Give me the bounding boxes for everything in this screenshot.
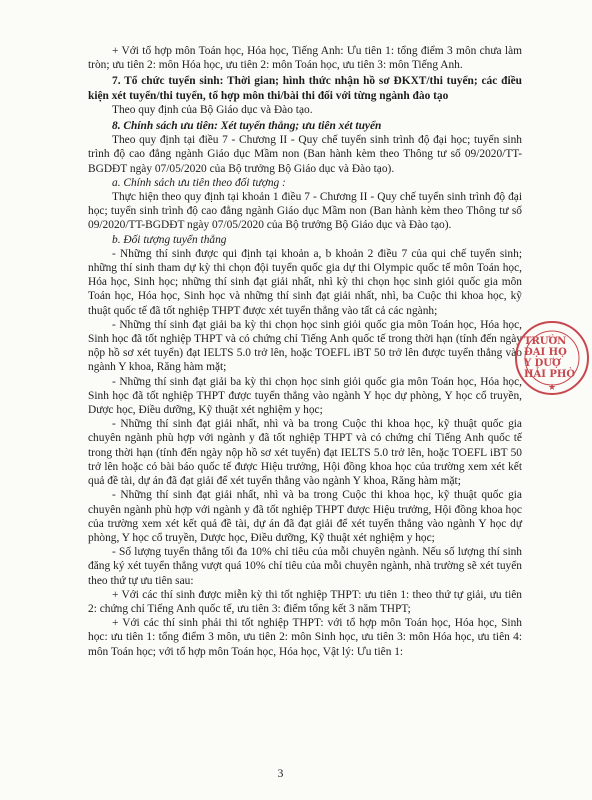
paragraph: b. Đối tượng tuyển thẳng [112,233,227,246]
paragraph: Theo quy định của Bộ Giáo dục và Đào tạo. [112,103,313,116]
paragraph: - Những thí sinh đạt giải nhất, nhì và ba trong Cuộc thi khoa học, kỹ thuật quốc gia chuyên ngành phù hợp với ngành y đã tốt nghiệp THPT và có chứng chỉ Tiếng Anh quốc tế trong thời hạn (tính đến ngày nộp hồ sơ xét tuyển) đạt IELTS 5.0 trở lên, hoặc TOEFL iBT 50 trở lên hoặc có bài báo quốc tế được Hiệu trưởng, Hội đồng khoa học của trường xem xét kết quả đề tài, dự án đã đạt giải để xét tuyển thẳng vào ngành Y khoa, Răng hàm mặt; [88,418,522,488]
seal-text-line: TRƯỜN [524,336,567,347]
paragraph: - Những thí sinh đạt giải ba kỳ thi chọn học sinh giỏi quốc gia môn Toán học, Hóa học, Sinh học đã tốt nghiệp THPT được tuyển thẳng vào ngành Y học dự phòng, Y học cổ truyền, Dược học, Điều dưỡng, Kỹ thuật xét nghiệm y học; [88,375,522,417]
paragraph: a. Chính sách ưu tiên theo đối tượng : [112,176,286,189]
document-body [88,44,522,659]
seal-icon [512,318,592,398]
seal-text-line: HẢI PHÒ [524,369,576,380]
paragraph: + Với các thí sinh phải thi tốt nghiệp THPT: với tổ hợp môn Toán học, Hóa học, Sinh học: ưu tiên 1: tổng điểm 3 môn, ưu tiên 2: môn Sinh học, ưu tiên 3: môn Hóa học, ưu tiên 4: môn Toán học; với tổ hợp môn Toán học, Hóa học, Vật lý: Ưu tiên 1: [88,617,522,658]
university-seal [512,318,592,398]
page-number: 3 [277,768,284,780]
paragraph: + Với các thí sinh được miễn kỳ thi tốt nghiệp THPT: ưu tiên 1: theo thứ tự giải, ưu tiên 2: chứng chỉ Tiếng Anh quốc tế, ưu tiên 3: điểm tổng kết 3 năm THPT; [88,588,522,615]
paragraph: - Số lượng tuyển thẳng tối đa 10% chỉ tiêu của mỗi chuyên ngành. Nếu số lượng thí sinh đăng ký xét tuyển thẳng vượt quá 10% chỉ tiêu của mỗi chuyên ngành, nhà trường sẽ xét tuyển theo thứ tự ưu tiên sau: [88,546,522,587]
paragraph: 7. Tổ chức tuyển sinh: Thời gian; hình thức nhận hồ sơ ĐKXT/thi tuyển; các điều kiện xét tuyển/thi tuyển, tổ hợp môn thi/bài thi đối với từng ngành đào tạo [88,75,522,102]
paragraph: + Với tổ hợp môn Toán học, Hóa học, Tiếng Anh: Ưu tiên 1: tổng điểm 3 môn chưa làm tròn; ưu tiên 2: môn Hóa học, ưu tiên 2: môn Toán học, ưu tiên 3: môn Tiếng Anh. [88,45,522,72]
paragraph: Theo quy định tại điều 7 - Chương II - Quy chế tuyển sinh trình độ đại học; tuyển sinh trình độ cao đẳng ngành Giáo dục Mầm non (Ban hành kèm theo Thông tư số 09/2020/TT-BGDĐT ngày 07/05/2020 của Bộ trưởng Bộ Giáo dục và Đào tạo). [88,134,522,175]
paragraph: - Những thí sinh đạt giải nhất, nhì và ba trong Cuộc thi khoa học, kỹ thuật quốc gia chuyên ngành phù hợp với ngành y đã tốt nghiệp THPT được Hiệu trưởng, Hội đồng khoa học của trường xem xét kết quả đề tài, dự án đã đạt giải để xét tuyển thẳng vào ngành Y học dự phòng, Y học cổ truyền, Dược học, Điều dưỡng, Kỹ thuật xét nghiệm y học; [88,489,522,544]
paragraph: - Những thí sinh được qui định tại khoản a, b khoản 2 điều 7 của qui chế tuyển sinh; những thí sinh tham dự kỳ thi chọn đội tuyển quốc gia dự thi Olympic quốc tế môn Toán học, Hóa học, Sinh học; những thí sinh đạt giải nhất, nhì kỳ thi chọn học sinh giỏi quốc gia môn Toán học, Hóa học, Sinh học và những thí sinh đạt giải nhất, nhì, ba Cuộc thi khoa học, kỹ thuật quốc tế đã tốt nghiệp THPT được xét tuyển thẳng vào tất cả các ngành; [88,247,522,317]
seal-text-line: ĐẠI HỌ [524,347,567,358]
paragraph: 8. Chính sách ưu tiên: Xét tuyển thẳng; ưu tiên xét tuyển [112,120,382,133]
svg-text:★: ★ [547,383,557,393]
paragraph: Thực hiện theo quy định tại khoản 1 điều 7 - Chương II - Quy chế tuyển sinh trình độ đại học; tuyển sinh trình độ cao đẳng ngành Giáo dục Mầm non (Ban hành kèm theo Thông tư số 09/2020/TT-BGDĐT ngày 07/05/2020 của Bộ trưởng Bộ Giáo dục và Đào tạo). [88,191,522,232]
seal-text-line: Y DƯỢ [524,358,561,369]
paragraph: - Những thí sinh đạt giải ba kỳ thi chọn học sinh giỏi quốc gia môn Toán học, Hóa học, Sinh học đã tốt nghiệp THPT và có chứng chỉ Tiếng Anh quốc tế trong thời hạn (tính đến ngày nộp hồ sơ xét tuyển) đạt IELTS 5.0 trở lên, hoặc TOEFL iBT 50 trở lên được tuyển thẳng vào ngành Y khoa, Răng hàm mặt; [88,318,522,374]
